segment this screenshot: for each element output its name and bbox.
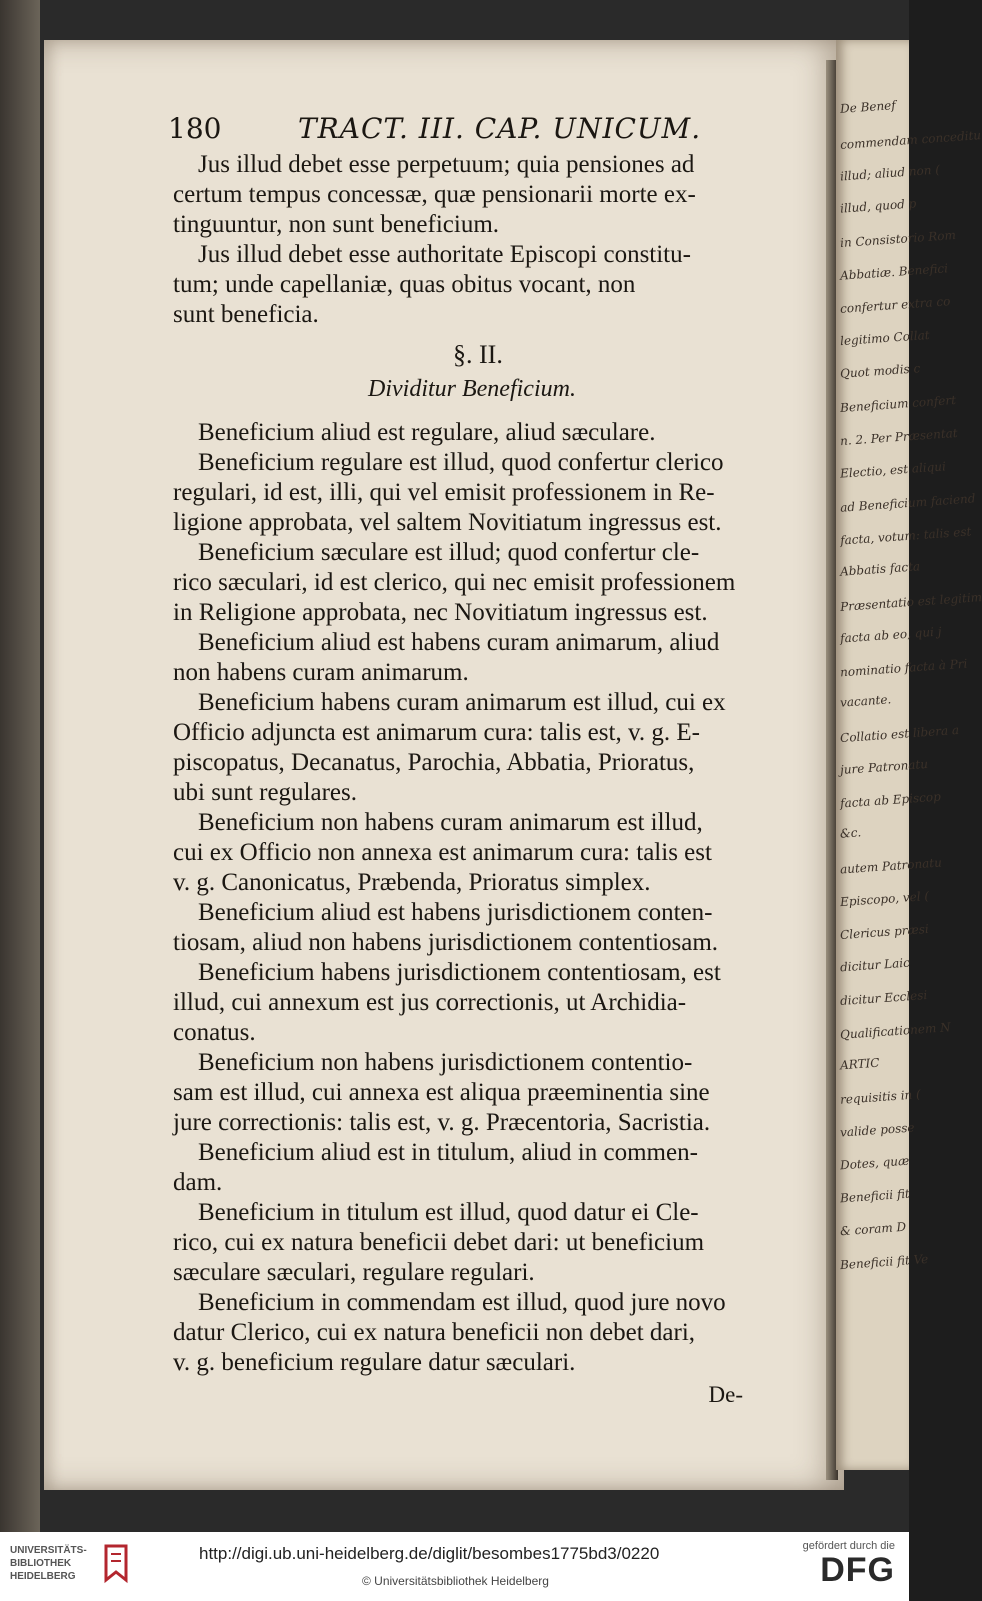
facing-page-text: De Benef (839, 98, 897, 116)
text-line: tiosam, aliud non habens jurisdictionem contentiosam. (173, 929, 719, 956)
text-line: Beneficium in titulum est illud, quod datur ei Cle- (198, 1199, 699, 1226)
text-line: rico sæculari, id est clerico, qui nec emisit professionem (173, 569, 736, 596)
facing-page-text: legitimo Collat (839, 327, 930, 349)
text-line: Beneficium regulare est illud, quod confertur clerico (198, 449, 724, 476)
text-line: Beneficium aliud est habens curam animarum, aliud (198, 629, 720, 656)
text-line: Beneficium sæculare est illud; quod confertur cle- (198, 539, 700, 566)
text-line: Beneficium non habens curam animarum est illud, (198, 809, 703, 836)
running-title: TRACT. III. CAP. UNICUM. (298, 112, 702, 145)
text-line: Jus illud debet esse authoritate Episcopi constitu- (198, 241, 691, 268)
book-edge-left (0, 0, 40, 1532)
library-logo[interactable] (10, 1540, 120, 1594)
text-line: rico, cui ex natura beneficii debet dari: ut beneficium (173, 1229, 705, 1256)
facing-page-text: confertur extra co (839, 294, 951, 316)
facing-page-text: illud, quod p (839, 196, 917, 216)
facing-page-text: &c. (839, 825, 862, 841)
facing-page-text: autem Patronatu (839, 855, 943, 877)
library-emblem-icon (102, 1544, 130, 1584)
facing-page-text: Quot modis c (839, 361, 921, 381)
facing-page-text: facta ab Episcop (839, 789, 942, 811)
text-line: ubi sunt regulares. (173, 779, 357, 806)
facing-page-text: jure Patronatu (839, 756, 929, 778)
facing-page-text: ad Beneficium faciend (839, 491, 976, 515)
facing-page-text: nominatio facta à Pri (839, 656, 968, 680)
facing-page-text: Collatio est libera a (839, 722, 960, 746)
text-line: Beneficium aliud est habens jurisdictionem conten- (198, 899, 713, 926)
text-line: sam est illud, cui annexa est aliqua præeminentia sine (173, 1079, 710, 1106)
facing-page-text: Abbatis facta (839, 559, 921, 579)
text-line: non habens curam animarum. (173, 659, 469, 686)
section-title: Dividitur Beneficium. (368, 376, 576, 402)
text-line: tinguuntur, non sunt beneficium. (173, 211, 500, 238)
text-line: regulari, id est, illi, qui vel emisit professionem in Re- (173, 479, 715, 506)
catchword: De- (708, 1382, 743, 1407)
facing-page-text: facta ab eo, qui j (839, 624, 942, 646)
text-line: Beneficium aliud est regulare, aliud sæculare. (198, 419, 656, 446)
page-header (168, 112, 768, 152)
text-line: sunt beneficia. (173, 301, 319, 328)
text-line: in Religione approbata, nec Novitiatum ingressus est. (173, 599, 708, 626)
facing-page-text: Beneficii fit (839, 1186, 911, 1206)
facing-page-text: Qualificationem N (839, 1020, 952, 1042)
facing-page-text: Beneficii fit Ve (839, 1251, 929, 1273)
facing-page-text: Clericus præsi (839, 921, 930, 943)
text-line: piscopatus, Decanatus, Parochia, Abbatia, Prioratus, (173, 749, 695, 776)
facing-page-text: in Consistorio Rom (839, 227, 957, 251)
text-line: conatus. (173, 1019, 256, 1046)
facing-page-text: dicitur Laic (839, 955, 911, 975)
text-line: datur Clerico, cui ex natura beneficii non debet dari, (173, 1319, 696, 1346)
facing-page-text: illud; aliud non ( (839, 162, 941, 184)
facing-page-text: Beneficium confert (839, 392, 957, 416)
facing-page-text: ARTIC (839, 1055, 880, 1073)
facing-page-text: Electio, est aliqui (839, 459, 947, 481)
text-line: v. g. beneficium regulare datur sæculari. (173, 1349, 576, 1376)
facing-page-text: commendam conceditu (839, 128, 982, 152)
text-line: ligione approbata, vel saltem Novitiatum ingressus est. (173, 509, 722, 536)
text-line: certum tempus concessæ, quæ pensionarii morte ex- (173, 181, 696, 208)
facing-page-text: Abbatiæ. Benefici (839, 261, 949, 283)
dfg-logo-text: DFG (820, 1551, 895, 1589)
text-line: jure correctionis: talis est, v. g. Præcentoria, Sacristia. (173, 1109, 711, 1136)
page-number: 180 (168, 112, 222, 145)
permalink-url[interactable]: http://digi.ub.uni-heidelberg.de/diglit/besombes1775bd3/0220 (199, 1544, 660, 1563)
facing-page-text: facta, votum: talis est (839, 524, 972, 548)
text-line: dam. (173, 1169, 223, 1196)
text-line: tum; unde capellaniæ, quas obitus vocant, non (173, 271, 636, 298)
text-line: illud, cui annexum est jus correctionis, ut Archidia- (173, 989, 687, 1016)
text-line: Officio adjuncta est animarum cura: talis est, v. g. E- (173, 719, 700, 746)
text-line: Beneficium habens curam animarum est illud, cui ex (198, 689, 726, 716)
facing-page-text: requisitis in ( (839, 1087, 922, 1107)
text-line: Beneficium non habens jurisdictionem contentio- (198, 1049, 693, 1076)
copyright-notice: © Universitätsbibliothek Heidelberg (362, 1574, 549, 1588)
library-name: UNIVERSITÄTS- BIBLIOTHEK HEIDELBERG (10, 1545, 87, 1582)
facing-page-text: & coram D (839, 1219, 907, 1239)
facing-page-fragment (836, 40, 982, 1470)
text-line: Beneficium habens jurisdictionem contentiosam, est (198, 959, 721, 986)
facing-page-text: Præsentatio est legitim (839, 590, 982, 614)
facing-page-text: valide posse (839, 1120, 915, 1140)
facing-page-text: vacante. (839, 692, 892, 710)
text-line: sæculare sæculari, regulare regulari. (173, 1259, 535, 1286)
facing-page-text: Episcopo, vel ( (839, 888, 930, 910)
facing-page-text: Dotes, quæ (839, 1153, 910, 1173)
text-line: cui ex Officio non annexa est animarum cura: talis est (173, 839, 712, 866)
facing-page-text: dicitur Ecclesi (839, 987, 928, 1009)
section-number: §. II. (453, 340, 503, 369)
text-line: v. g. Canonicatus, Præbenda, Prioratus simplex. (173, 869, 651, 896)
text-line: Beneficium aliud est in titulum, aliud in commen- (198, 1139, 698, 1166)
facing-page-text: n. 2. Per Præsentat (839, 425, 959, 449)
funder-note: gefördert durch die (802, 1540, 895, 1552)
text-line: Beneficium in commendam est illud, quod jure novo (198, 1289, 726, 1316)
funder-logo[interactable] (803, 1540, 895, 1588)
footer-bar (0, 1532, 909, 1601)
text-line: Jus illud debet esse perpetuum; quia pensiones ad (198, 151, 695, 178)
